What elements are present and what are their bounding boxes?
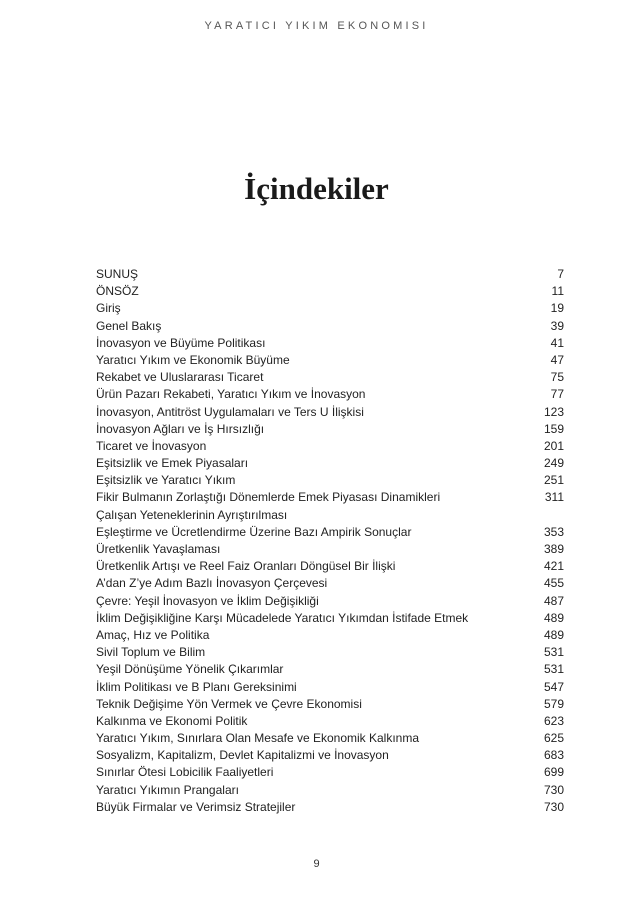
toc-entry-title: ÖNSÖZ (96, 284, 139, 299)
toc-entry-page: 579 (543, 696, 564, 711)
toc-entry (96, 300, 564, 317)
toc-entry-page: 730 (543, 799, 564, 814)
toc-entry (96, 455, 564, 472)
toc-entry-title: Sosyalizm, Kapitalizm, Devlet Kapitalizmi ve İnovasyon (96, 748, 389, 763)
running-header: YARATICI YIKIM EKONOMISI (204, 20, 429, 32)
toc-entry (96, 575, 564, 592)
toc-entry (96, 593, 564, 610)
toc-entry-page: 487 (543, 593, 564, 608)
toc-entry-title: İnovasyon, Antitröst Uygulamaları ve Ters U İlişkisi (96, 404, 364, 419)
toc-entry-title: Ürün Pazarı Rekabeti, Yaratıcı Yıkım ve İnovasyon (96, 387, 366, 402)
toc-entry (96, 610, 564, 627)
toc-entry-title: Giriş (96, 301, 121, 316)
toc-entry (96, 661, 564, 678)
toc-entry (96, 472, 564, 489)
toc-entry (96, 352, 564, 369)
toc-entry-page: 683 (543, 748, 564, 763)
toc-entry-page: 251 (543, 473, 564, 488)
toc-entry-title: Üretkenlik Yavaşlaması (96, 542, 221, 556)
toc-entry-title: Üretkenlik Artışı ve Reel Faiz Oranları Döngüsel Bir İlişki (96, 559, 396, 574)
toc-entry-title: Eşitsizlik ve Yaratıcı Yıkım (96, 473, 236, 488)
toc-entry-title: Eşleştirme ve Ücretlendirme Üzerine Bazı Ampirik Sonuçlar (96, 524, 412, 539)
toc-entry-page: 11 (551, 284, 564, 299)
toc-entry-title: Sınırlar Ötesi Lobicilik Faaliyetleri (96, 765, 274, 780)
toc-entry-page: 41 (550, 335, 564, 350)
toc-entry-page: 19 (550, 301, 564, 316)
toc-entry-page: 353 (543, 524, 564, 539)
toc-entry (96, 266, 564, 283)
toc-entry-title: Rekabet ve Uluslararası Ticaret (96, 370, 264, 385)
toc-entry-title: Fikir Bulmanın Zorlaştığı Dönemlerde Emek Piyasası Dinamikleri (96, 490, 441, 505)
toc-entry (96, 386, 564, 403)
toc-entry-page: 547 (543, 679, 564, 694)
toc-entry-page: 489 (543, 610, 564, 625)
toc-entry-title: Büyük Firmalar ve Verimsiz Stratejiler (96, 799, 296, 814)
toc-entry (96, 369, 564, 386)
toc-entry (96, 335, 564, 352)
toc-entry (96, 541, 564, 558)
toc-entry (96, 318, 564, 335)
toc-entry (96, 713, 564, 730)
toc-entry-page: 699 (543, 765, 564, 780)
toc-entry (96, 696, 564, 713)
toc-entry-page: 123 (543, 404, 564, 419)
toc-entry-page: 77 (550, 387, 564, 402)
toc-entry-title: A’dan Z’ye Adım Bazlı İnovasyon Çerçevesi (96, 576, 328, 591)
toc-entry (96, 764, 564, 781)
toc-entry-title: İklim Politikası ve B Planı Gereksinimi (96, 679, 297, 694)
toc-entry (96, 421, 564, 438)
toc-entry (96, 558, 564, 575)
toc-entry (96, 507, 564, 524)
toc-entry-page: 75 (550, 370, 564, 385)
toc-entry-title: Yaratıcı Yıkım ve Ekonomik Büyüme (96, 352, 290, 367)
toc-entry-page: 531 (543, 645, 564, 660)
toc-entry-page: 7 (557, 267, 564, 281)
toc-entry-title: Eşitsizlik ve Emek Piyasaları (96, 456, 249, 471)
page-number: 9 (313, 858, 320, 870)
toc-entry (96, 627, 564, 644)
toc-entry-title: SUNUŞ (96, 267, 139, 281)
toc-entry-page: 623 (543, 713, 564, 728)
toc-entry-page: 730 (543, 782, 564, 797)
toc-entry (96, 799, 564, 816)
toc-entry-page: 421 (543, 559, 564, 574)
toc-entry-title: Sivil Toplum ve Bilim (96, 645, 206, 660)
toc-entry-title: İnovasyon Ağları ve İş Hırsızlığı (96, 421, 265, 436)
toc-entry (96, 404, 564, 421)
toc-entry (96, 524, 564, 541)
toc-entry (96, 747, 564, 764)
toc-entry-page: 201 (543, 438, 564, 453)
toc-entry-title: Teknik Değişime Yön Vermek ve Çevre Ekonomisi (96, 696, 362, 711)
table-of-contents (96, 266, 564, 816)
toc-entry (96, 782, 564, 799)
toc-entry-title: Yeşil Dönüşüme Yönelik Çıkarımlar (96, 662, 284, 677)
toc-entry-title: Çevre: Yeşil İnovasyon ve İklim Değişikliği (96, 593, 319, 608)
toc-entry (96, 644, 564, 661)
toc-entry-page: 625 (543, 731, 564, 746)
toc-entry-page: 39 (550, 318, 564, 333)
toc-entry (96, 730, 564, 747)
toc-entry-page: 47 (550, 352, 564, 367)
toc-entry-page: 489 (543, 627, 564, 642)
toc-entry-page: 311 (544, 490, 564, 505)
toc-entry-page: 249 (543, 456, 564, 471)
toc-entry-title: Yaratıcı Yıkımın Prangaları (96, 782, 239, 797)
toc-entry-title: Çalışan Yeteneklerinin Ayrıştırılması (96, 507, 288, 522)
toc-entry (96, 489, 564, 506)
toc-entry (96, 283, 564, 300)
toc-entry-title: İklim Değişikliğine Karşı Mücadelede Yaratıcı Yıkımdan İstifade Etmek (96, 610, 469, 625)
page-title: İçindekiler (244, 171, 389, 206)
toc-entry (96, 679, 564, 696)
toc-entry-title: Genel Bakış (96, 318, 162, 333)
toc-entry-title: İnovasyon ve Büyüme Politikası (96, 335, 266, 350)
toc-entry-title: Yaratıcı Yıkım, Sınırlara Olan Mesafe ve Ekonomik Kalkınma (96, 731, 420, 746)
toc-entry-title: Amaç, Hız ve Politika (96, 627, 210, 642)
toc-entry-page: 531 (543, 662, 564, 677)
toc-entry (96, 438, 564, 455)
toc-entry-title: Kalkınma ve Ekonomi Politik (96, 713, 248, 728)
toc-entry-page: 389 (543, 542, 564, 556)
toc-entry-page: 455 (543, 576, 564, 591)
toc-entry-title: Ticaret ve İnovasyon (96, 438, 207, 453)
toc-entry-page: 159 (543, 421, 564, 436)
